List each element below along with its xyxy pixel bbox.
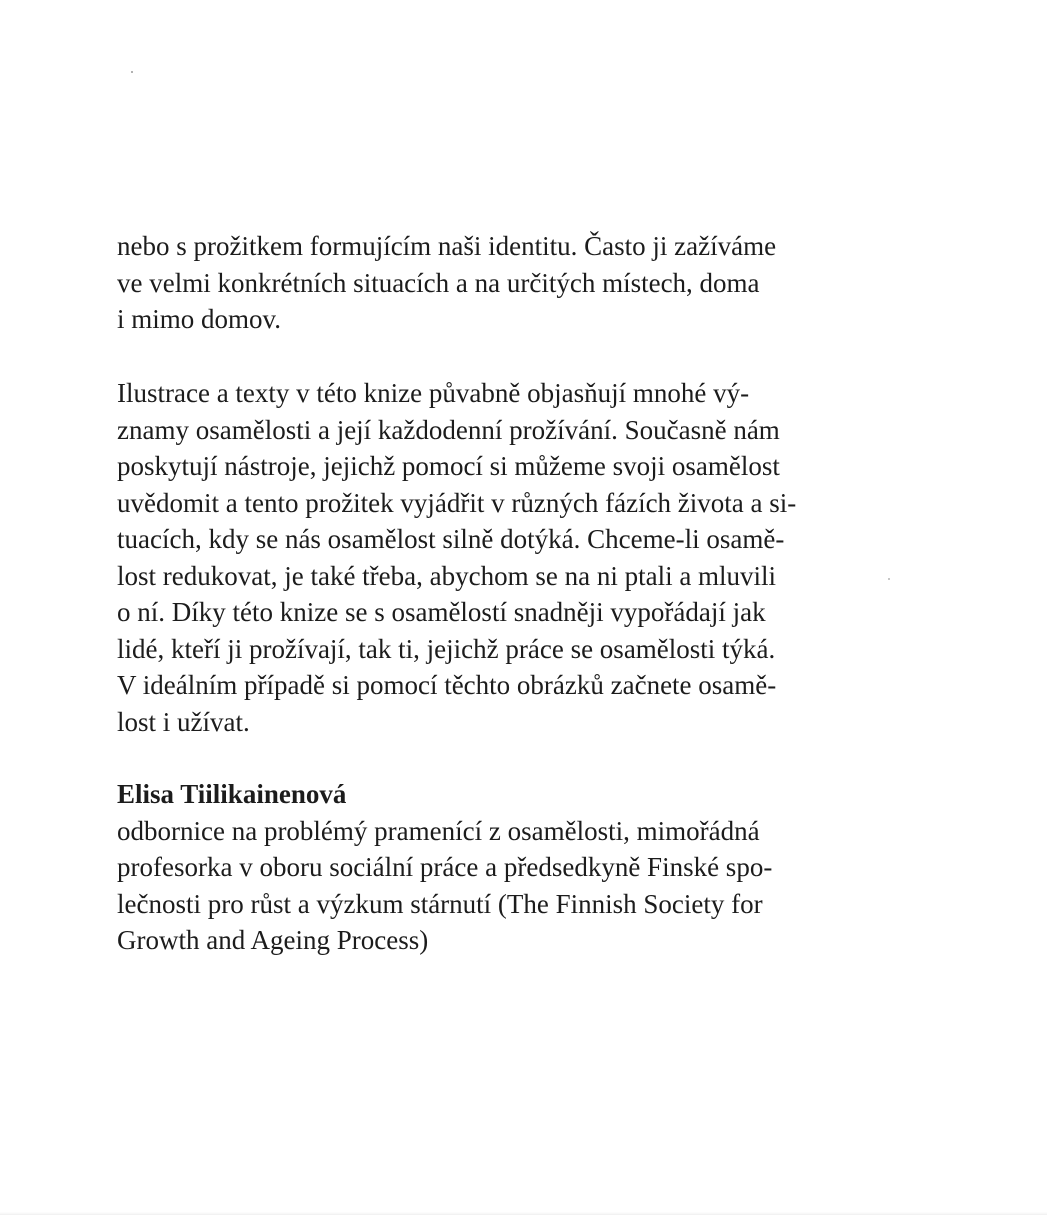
text-line: uvědomit a tento prožitek vyjádřit v různých fázích života a si- (117, 487, 797, 518)
text-line: lidé, kteří ji prožívají, tak ti, jejichž práce se osamělosti týká. (117, 633, 776, 664)
author-description-line: profesorka v oboru sociální práce a předsedkyně Finské spo- (117, 852, 773, 882)
text-line: lost redukovat, je také třeba, abychom se na ni ptali a mluvili (117, 560, 777, 591)
paragraph-illustrations (117, 375, 897, 740)
paragraph-identity (117, 228, 897, 338)
text-line: o ní. Díky této knize se s osamělostí snadněji vypořádají jak (117, 597, 766, 627)
author-name: Elisa Tiilikainenová (117, 779, 347, 809)
text-line: znamy osamělosti a její každodenní prožívání. Současně nám (117, 414, 780, 445)
text-line: ve velmi konkrétních situacích a na určitých místech, doma (117, 267, 760, 298)
text-line: lost i užívat. (117, 706, 250, 737)
author-description-line: lečnosti pro růst a výzkum stárnutí (The Finnish Society for (117, 888, 763, 919)
text-line: tuacích, kdy se nás osamělost silně dotýká. Chceme-li osamě- (117, 524, 785, 554)
author-description-line: odbornice na problémý pramenící z osamělosti, mimořádná (117, 815, 760, 846)
text-line: i mimo domov. (117, 304, 282, 334)
text-line: Ilustrace a texty v této knize půvabně objasňují mnohé vý- (117, 378, 750, 408)
text-line: poskytují nástroje, jejichž pomocí si můžeme svoji osamělost (117, 451, 780, 481)
text-line: nebo s prožitkem formujícím naši identitu. Často ji zažíváme (117, 231, 777, 261)
scan-speck (131, 71, 133, 73)
author-signature (117, 776, 897, 959)
text-line: V ideálním případě si pomocí těchto obrázků začnete osamě- (117, 670, 777, 700)
author-description-line: Growth and Ageing Process) (117, 925, 429, 955)
